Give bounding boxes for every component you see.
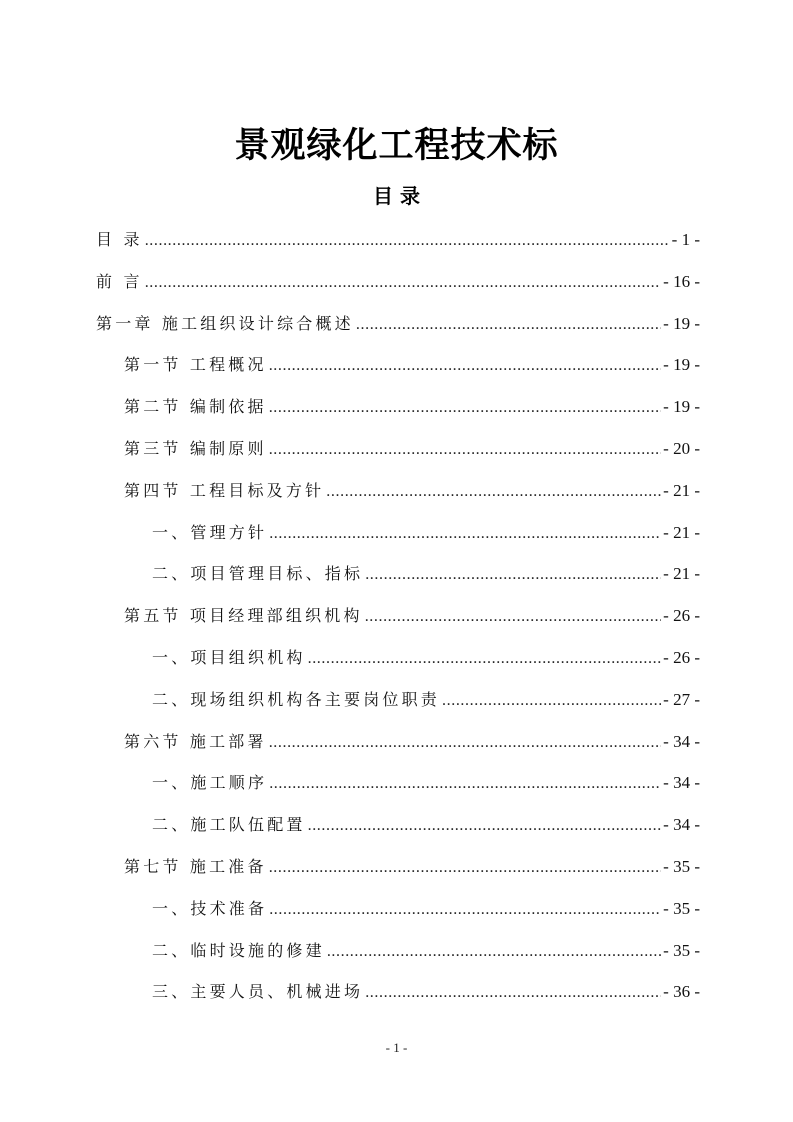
toc-entry-label: 三、主要人员、机械进场	[152, 982, 364, 1001]
toc-entry-page-number: - 35 -	[663, 857, 700, 876]
toc-dot-leader	[269, 520, 661, 548]
toc-entry-label: 一、管理方针	[152, 523, 268, 542]
toc-entry[interactable]	[124, 351, 700, 379]
toc-dot-leader	[327, 938, 661, 966]
toc-entry-label: 二、项目管理目标、指标	[152, 564, 364, 583]
toc-dot-leader	[365, 979, 661, 1007]
toc-entry-label: 第七节 施工准备	[124, 857, 267, 876]
toc-dot-leader	[442, 687, 661, 715]
toc-entry-page-number: - 26 -	[663, 648, 700, 667]
toc-heading: 目 录	[373, 184, 420, 208]
toc-dot-leader	[145, 269, 661, 297]
toc-entry-page-number: - 36 -	[663, 982, 700, 1001]
toc-entry[interactable]	[124, 477, 700, 505]
toc-entry-page-number: - 16 -	[663, 272, 700, 291]
toc-entry[interactable]	[152, 686, 700, 714]
toc-entry-page-number: - 35 -	[663, 941, 700, 960]
toc-entry-page-number: - 20 -	[663, 439, 700, 458]
document-title: 景观绿化工程技术标	[234, 126, 559, 166]
toc-entry[interactable]	[152, 937, 700, 965]
toc-entry[interactable]	[96, 310, 700, 338]
toc-entry[interactable]	[124, 853, 700, 881]
toc-entry-page-number: - 34 -	[663, 773, 700, 792]
toc-entry[interactable]	[152, 895, 700, 923]
toc-dot-leader	[269, 896, 661, 924]
toc-entry[interactable]	[152, 519, 700, 547]
toc-entry-label: 目 录	[96, 230, 143, 249]
toc-entry[interactable]	[124, 728, 700, 756]
toc-entry[interactable]	[124, 393, 700, 421]
toc-entry-page-number: - 34 -	[663, 815, 700, 834]
toc-entry-page-number: - 19 -	[663, 314, 700, 333]
toc-dot-leader	[269, 436, 661, 464]
toc-entry[interactable]	[152, 769, 700, 797]
toc-entry-label: 一、施工顺序	[152, 773, 268, 792]
toc-entry-label: 第五节 项目经理部组织机构	[124, 606, 363, 625]
toc-dot-leader	[269, 729, 661, 757]
toc-entry[interactable]	[124, 602, 700, 630]
toc-entry-label: 第一章 施工组织设计综合概述	[96, 314, 354, 333]
toc-entry[interactable]	[96, 268, 700, 296]
toc-entry[interactable]	[152, 811, 700, 839]
toc-entry[interactable]	[152, 644, 700, 672]
toc-dot-leader	[356, 311, 661, 339]
toc-entry-page-number: - 21 -	[663, 564, 700, 583]
toc-entry-page-number: - 34 -	[663, 732, 700, 751]
toc-entry-label: 二、临时设施的修建	[152, 941, 325, 960]
toc-entry-label: 一、技术准备	[152, 899, 268, 918]
toc-entry-label: 一、项目组织机构	[152, 648, 306, 667]
toc-entry-page-number: - 1 -	[671, 230, 700, 249]
toc-entry-page-number: - 35 -	[663, 899, 700, 918]
toc-dot-leader	[269, 352, 661, 380]
toc-dot-leader	[269, 854, 661, 882]
toc-entry-label: 第一节 工程概况	[124, 355, 267, 374]
toc-entry-page-number: - 21 -	[663, 523, 700, 542]
toc-entry-label: 第四节 工程目标及方针	[124, 481, 325, 500]
toc-dot-leader	[365, 603, 661, 631]
toc-dot-leader	[308, 812, 662, 840]
toc-dot-leader	[269, 770, 661, 798]
toc-dot-leader	[365, 561, 661, 589]
toc-entry-page-number: - 19 -	[663, 355, 700, 374]
toc-entry-label: 前 言	[96, 272, 143, 291]
toc-dot-leader	[145, 227, 670, 255]
toc-entry-page-number: - 21 -	[663, 481, 700, 500]
toc-entry-label: 二、现场组织机构各主要岗位职责	[152, 690, 441, 709]
toc-entry-page-number: - 26 -	[663, 606, 700, 625]
toc-entry[interactable]	[152, 560, 700, 588]
toc-dot-leader	[269, 394, 661, 422]
toc-entry-label: 第六节 施工部署	[124, 732, 267, 751]
toc-entry-label: 第三节 编制原则	[124, 439, 267, 458]
footer-page-number: - 1 -	[385, 1040, 408, 1055]
toc-entry-page-number: - 19 -	[663, 397, 700, 416]
toc-dot-leader	[308, 645, 662, 673]
toc-entry[interactable]	[124, 435, 700, 463]
toc-entry-label: 二、施工队伍配置	[152, 815, 306, 834]
toc-entry-label: 第二节 编制依据	[124, 397, 267, 416]
toc-entry[interactable]	[96, 226, 700, 254]
toc-entry[interactable]	[152, 978, 700, 1006]
toc-dot-leader	[326, 478, 661, 506]
toc-entry-page-number: - 27 -	[663, 690, 700, 709]
